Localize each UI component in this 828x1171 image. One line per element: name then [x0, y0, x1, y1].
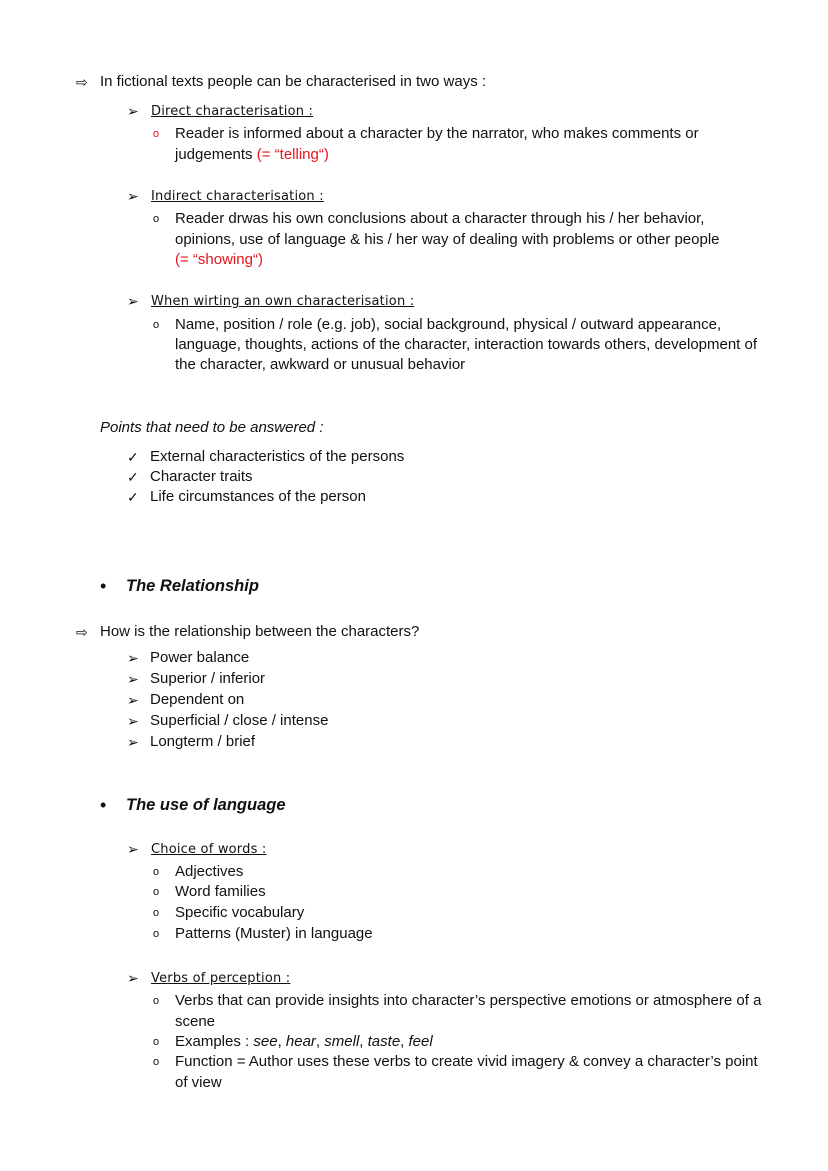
- writing-text: [175, 316, 721, 334]
- verbs-function-text: Function = Author uses these verbs to create vivid imagery & convey a character’s point: [175, 1053, 758, 1070]
- section-title-language: [126, 796, 286, 815]
- point-item-text: Life circumstances of the person: [150, 488, 366, 505]
- verbs-function-text: of view: [175, 1074, 222, 1091]
- choice-item: [175, 904, 304, 922]
- choice-item-text: Patterns (Muster) in language: [175, 925, 373, 942]
- verbs-examples-text: smell: [324, 1033, 360, 1050]
- points-label: [100, 419, 323, 437]
- relationship-item: [150, 649, 249, 667]
- arrowhead-bullet-icon: ➢: [127, 841, 139, 857]
- arrowhead-bullet-icon: ➢: [127, 970, 139, 986]
- indirect-note-text: (= “showing“): [175, 251, 263, 268]
- circle-bullet-icon: o: [153, 928, 160, 940]
- arrowhead-bullet-icon: ➢: [127, 734, 139, 750]
- check-icon: ✓: [127, 489, 139, 505]
- arrowhead-bullet-icon: ➢: [127, 103, 139, 119]
- circle-bullet-icon: o: [153, 886, 160, 898]
- indirect-heading-text: Indirect characterisation :: [151, 189, 324, 204]
- arrowhead-bullet-icon: ➢: [127, 671, 139, 687]
- direct-text: [175, 125, 699, 143]
- verbs-examples-text: feel: [408, 1033, 433, 1050]
- dot-bullet-icon: •: [100, 576, 107, 596]
- direct-heading: [151, 102, 313, 121]
- verbs-examples-text: hear: [285, 1033, 316, 1050]
- verbs-examples-text: Examples :: [175, 1033, 250, 1050]
- right-outline-arrow-icon: ⇨: [76, 74, 88, 90]
- relationship-item: [150, 733, 255, 751]
- direct-text: [175, 146, 329, 164]
- relationship-item: [150, 712, 328, 730]
- writing-text-text: Name, position / role (e.g. job), social background, physical / outward appearance,: [175, 316, 722, 333]
- verbs-text: [175, 1013, 215, 1031]
- verbs-text-text: Verbs that can provide insights into character’s perspective emotions or atmosphere of a: [175, 992, 762, 1009]
- circle-bullet-icon: o: [153, 319, 160, 331]
- direct-text-text: judgements: [175, 146, 253, 163]
- verbs-examples-text: see: [253, 1033, 278, 1050]
- intro-line-text: In fictional texts people can be characterised in two ways :: [100, 73, 487, 90]
- relationship-item: [150, 670, 265, 688]
- choice-item-text: Specific vocabulary: [175, 904, 305, 921]
- indirect-text-text: opinions, use of language & his / her way of dealing with problems or other people: [175, 231, 720, 248]
- relationship-item-text: Superior / inferior: [150, 670, 266, 687]
- point-item: [150, 468, 253, 486]
- writing-text: [175, 356, 465, 374]
- arrowhead-bullet-icon: ➢: [127, 188, 139, 204]
- verbs-text: [175, 992, 761, 1010]
- verbs-examples-text: taste: [367, 1033, 401, 1050]
- choice-item: [175, 925, 373, 943]
- indirect-note: [175, 251, 263, 269]
- point-item-text: External characteristics of the persons: [150, 448, 405, 465]
- writing-heading: [151, 292, 414, 311]
- relationship-item-text: Power balance: [150, 649, 250, 666]
- verbs-function: [175, 1053, 758, 1071]
- circle-bullet-icon: o: [153, 1056, 160, 1068]
- circle-bullet-icon: o: [153, 907, 160, 919]
- writing-text-text: the character, awkward or unusual behavior: [175, 356, 466, 373]
- circle-bullet-icon: o: [153, 995, 160, 1007]
- check-icon: ✓: [127, 469, 139, 485]
- verbs-text-text: scene: [175, 1013, 216, 1030]
- indirect-text: [175, 231, 720, 249]
- verbs-heading-text: Verbs of perception :: [151, 971, 291, 986]
- relationship-question: [100, 623, 419, 641]
- arrowhead-bullet-icon: ➢: [127, 293, 139, 309]
- direct-text-text: Reader is informed about a character by the narrator, who makes comments or: [175, 125, 699, 142]
- verbs-function: [175, 1074, 222, 1092]
- relationship-item: [150, 691, 244, 709]
- verbs-examples: Examples : see, hear, smell, taste, feel: [175, 1033, 433, 1050]
- circle-bullet-icon: o: [153, 213, 160, 225]
- right-outline-arrow-icon: ⇨: [76, 624, 88, 640]
- relationship-item-text: Superficial / close / intense: [150, 712, 329, 729]
- point-item: [150, 448, 404, 466]
- arrowhead-bullet-icon: ➢: [127, 713, 139, 729]
- points-label-text: Points that need to be answered :: [100, 419, 324, 436]
- indirect-text: [175, 210, 704, 228]
- relationship-question-text: How is the relationship between the characters?: [100, 623, 420, 640]
- relationship-item-text: Longterm / brief: [150, 733, 256, 750]
- writing-text-text: language, thoughts, actions of the character, interaction towards others, development of: [175, 336, 758, 353]
- point-item: [150, 488, 366, 506]
- circle-bullet-icon: o: [153, 1036, 160, 1048]
- choice-item: [175, 863, 243, 881]
- section-title-language-text: The use of language: [126, 796, 286, 814]
- choice-item: [175, 883, 266, 901]
- intro-line: [100, 73, 486, 91]
- indirect-text-text: Reader drwas his own conclusions about a character through his / her behavior,: [175, 210, 705, 227]
- indirect-heading: [151, 187, 324, 206]
- point-item-text: Character traits: [150, 468, 253, 485]
- choice-item-text: Adjectives: [175, 863, 244, 880]
- choice-heading-text: Choice of words :: [151, 842, 267, 857]
- relationship-item-text: Dependent on: [150, 691, 245, 708]
- section-title-relationship-text: The Relationship: [126, 577, 259, 595]
- arrowhead-bullet-icon: ➢: [127, 650, 139, 666]
- arrowhead-bullet-icon: ➢: [127, 692, 139, 708]
- choice-heading: [151, 840, 266, 859]
- writing-heading-text: When wirting an own characterisation :: [151, 294, 415, 309]
- circle-bullet-icon: o: [153, 866, 160, 878]
- circle-bullet-icon: o: [153, 128, 160, 140]
- writing-text: [175, 336, 757, 354]
- section-title-relationship: [126, 577, 259, 596]
- verbs-heading: [151, 969, 290, 988]
- direct-heading-text: Direct characterisation :: [151, 104, 314, 119]
- dot-bullet-icon: •: [100, 795, 107, 815]
- choice-item-text: Word families: [175, 883, 266, 900]
- direct-text-text: (= “telling“): [256, 146, 329, 163]
- check-icon: ✓: [127, 449, 139, 465]
